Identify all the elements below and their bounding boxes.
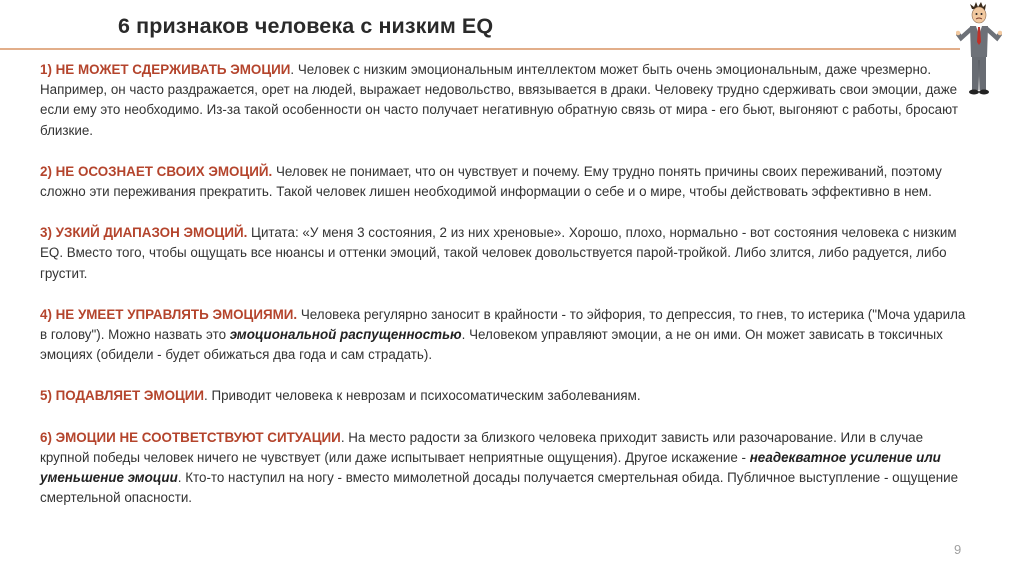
item-heading: 3) УЗКИЙ ДИАПАЗОН ЭМОЦИЙ. — [40, 225, 248, 241]
list-item — [40, 162, 968, 202]
item-text: Человека регулярно заносит в крайности - то эйфория, то депрессия, то гнев, то истерика ("Моча ударила в голову"). Можно назвать это — [40, 306, 966, 343]
item-text: . На место радости за близкого человека приходит зависть или разочарование. Или в случае крупной победы человек ничего не чувствует (или даже испытывает неприятные ощущения). Другое искажение - — [40, 429, 924, 465]
item-heading: 6) ЭМОЦИИ НЕ СООТВЕТСТВУЮТ СИТУАЦИИ — [40, 429, 341, 445]
item-emphasis: эмоциональной распущенностью — [229, 327, 462, 343]
item-text: . Приводит человека к неврозам и психосоматическим заболеваниям. — [204, 388, 641, 404]
content — [40, 60, 968, 508]
item-text: . Человеком управляют эмоции, а не он ими. Он может зависать в токсичных эмоциях (обидели - будет обижаться два года и сам страдать). — [40, 327, 943, 363]
item-text: Человек не понимает, что он чувствует и почему. Ему трудно понять причины своих переживаний, поэтому сложно эти переживания прекратить. Такой человек лишен необходимой информации о себе и о мире, чтобы действовать эффективно в нем. — [40, 163, 942, 200]
page-title: 6 признаков человека с низким EQ — [118, 14, 494, 38]
item-heading: 5) ПОДАВЛЯЕТ ЭМОЦИИ — [40, 388, 205, 404]
list-item — [40, 223, 968, 284]
item-text: . Кто-то наступил на ногу - вместо мимолетной досады получается смертельная обида. Публичное выступление - ощущение смертельной опасности. — [40, 470, 959, 506]
title-divider — [0, 48, 960, 50]
page-number: 9 — [954, 542, 962, 557]
list-item — [40, 305, 968, 366]
item-text: . Человек с низким эмоциональным интеллектом может быть очень эмоциональным, даже чрезмерно. Например, он часто раздражается, орет на людей, выражает недовольство, ввязывается в драки. Человеку трудно сдерживать свои эмоции, даже если ему это необходимо. Из-за такой особенности он часто получает негативную обратную связь от мира - его бьют, выгоняют с работы, бросают близкие. — [40, 62, 959, 138]
item-text: Цитата: «У меня 3 состояния, 2 из них хреновые». Хорошо, плохо, нормально - вот состояния человека с низким EQ. Вместо того, чтобы ощущать все нюансы и оттенки эмоций, такой человек довольствуется парой-тройкой. Либо злится, либо радуется, либо грустит. — [40, 225, 957, 281]
item-emphasis: неадекватное усиление или уменьшение эмоции — [40, 449, 941, 486]
item-heading: 4) НЕ УМЕЕТ УПРАВЛЯТЬ ЭМОЦИЯМИ. — [40, 306, 298, 322]
item-heading: 2) НЕ ОСОЗНАЕТ СВОИХ ЭМОЦИЙ. — [40, 163, 273, 179]
list-item — [40, 428, 968, 509]
list-item — [40, 60, 968, 141]
item-heading: 1) НЕ МОЖЕТ СДЕРЖИВАТЬ ЭМОЦИИ — [40, 62, 291, 77]
list-item — [40, 386, 968, 406]
